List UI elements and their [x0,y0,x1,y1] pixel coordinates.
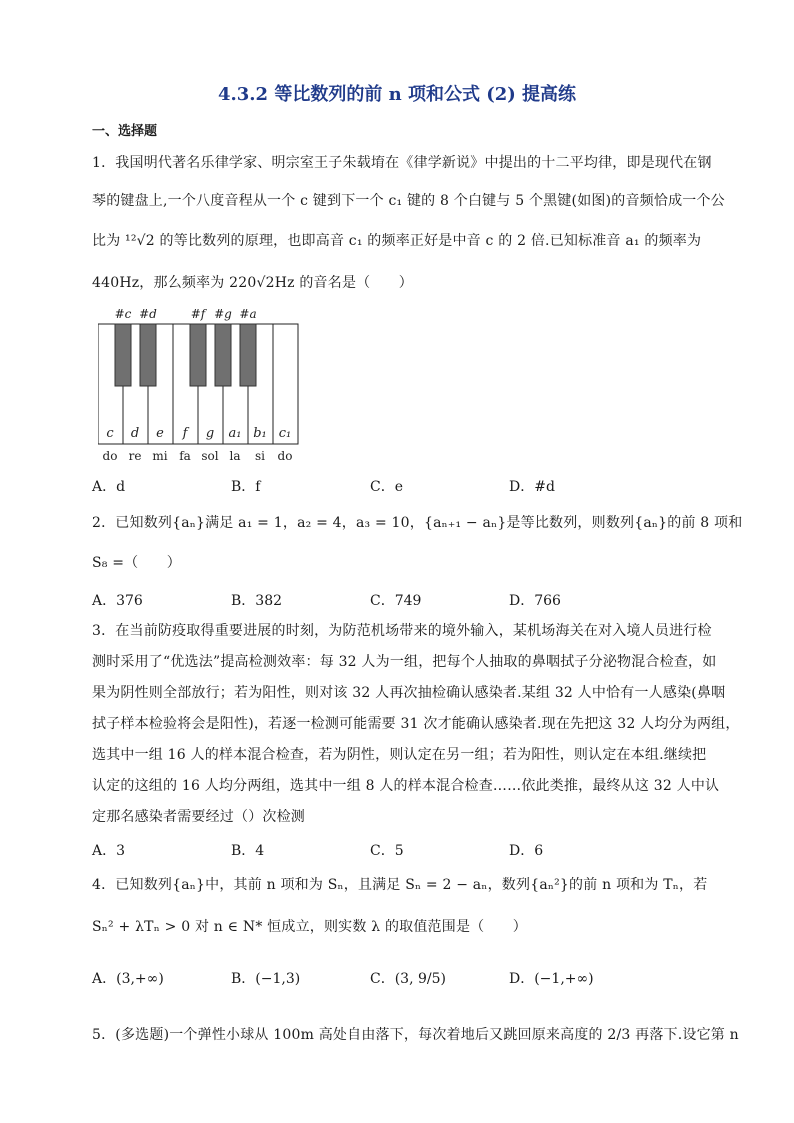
q2-line-2: S₈ =（ ） [92,555,181,571]
q3-option-a[interactable]: A．3 [92,843,126,859]
black-key-fsharp [190,324,206,386]
sharp-label: #d [139,307,157,321]
q3-line-3: 果为阴性则全部放行；若为阳性，则对该 32 人再次抽检确认感染者.某组 32 人中恰有一人感染(鼻咽 [92,685,726,701]
q1-line-2: 琴的键盘上,一个八度音程从一个 c 键到下一个 c₁ 键的 8 个白键与 5 个黑键(如图)的音频恰成一个公 [92,193,725,209]
q1-option-b[interactable]: B．f [231,479,261,495]
solfege-label: si [255,449,265,463]
sharp-label: #f [190,307,206,321]
q2-option-b[interactable]: B．382 [231,593,283,609]
q3-line-6: 认定的这组的 16 人均分两组，选其中一组 8 人的样本混合检查……依此类推，最终从这 32 人中认 [92,778,720,794]
key-letter: g [205,426,215,441]
solfege-label: sol [201,449,219,463]
black-key-csharp [115,324,131,386]
solfege-label: la [229,449,241,463]
q1-line-3: 比为 ¹²√2 的等比数列的原理，也即高音 c₁ 的频率正好是中音 c 的 2 倍.已知标准音 a₁ 的频率为 [92,233,702,249]
key-letter: c [106,426,114,441]
q2-option-a[interactable]: A．376 [92,593,143,609]
q2-line-1: 2．已知数列{aₙ}满足 a₁ = 1，a₂ = 4，a₃ = 10，{aₙ₊₁ − aₙ}是等比数列，则数列{aₙ}的前 8 项和 [92,515,743,531]
black-key-gsharp [215,324,231,386]
solfege-label: mi [152,449,168,463]
q3-line-4: 拭子样本检验将会是阳性)，若逐一检测可能需要 31 次才能确认感染者.现在先把这 32 人均分为两组， [92,716,740,732]
solfege-label: do [277,449,293,463]
black-key-dsharp [140,324,156,386]
key-letter: a₁ [228,426,242,441]
q4-option-c[interactable]: C．(3, 9/5) [370,971,446,987]
black-key-asharp [240,324,256,386]
key-letter: d [130,426,140,441]
sharp-label: #c [114,307,132,321]
q1-line-4: 440Hz，那么频率为 220√2Hz 的音名是（ ） [92,275,413,291]
page-title: 4.3.2 等比数列的前 n 项和公式 (2) 提高练 [217,84,577,105]
key-letter: e [156,426,164,441]
q3-option-d[interactable]: D．6 [509,843,544,859]
key-letter: f [182,426,188,441]
key-letter: c₁ [278,426,292,441]
q4-line-2: Sₙ² + λTₙ > 0 对 n ∈ N* 恒成立，则实数 λ 的取值范围是（ ） [92,919,527,935]
q2-option-d[interactable]: D．766 [509,593,561,609]
q3-line-2: 测时采用了“优选法”提高检测效率：每 32 人为一组，把每个人抽取的鼻咽拭子分泌物混合检查，如 [92,654,717,670]
q1-option-c[interactable]: C．e [370,479,403,495]
solfege-label: fa [179,449,191,463]
q3-line-5: 选其中一组 16 人的样本混合检查，若为阴性，则认定在另一组；若为阳性，则认定在本组.继续把 [92,747,707,763]
q4-option-a[interactable]: A．(3,+∞) [92,971,164,987]
section-heading: 一、选择题 [92,124,158,139]
q1-option-a[interactable]: A．d [92,479,126,495]
key-letter: b₁ [253,426,267,441]
solfege-label: re [128,449,142,463]
q1-line-1: 1．我国明代著名乐律学家、明宗室王子朱载堉在《律学新说》中提出的十二平均律，即是现代在钢 [92,155,712,171]
q3-line-1: 3．在当前防疫取得重要进展的时刻，为防范机场带来的境外输入，某机场海关在对入境人员进行检 [92,623,712,639]
q5-line-1: 5．(多选题)一个弹性小球从 100m 高处自由落下，每次着地后又跳回原来高度的 2/3 再落下.设它第 n [92,1027,739,1043]
sharp-label: #a [239,307,257,321]
q3-option-c[interactable]: C．5 [370,843,404,859]
q4-option-b[interactable]: B．(−1,3) [231,971,301,987]
q2-option-c[interactable]: C．749 [370,593,422,609]
solfege-label: do [102,449,118,463]
sharp-label: #g [214,307,232,321]
q1-option-d[interactable]: D．#d [509,479,555,495]
q3-option-b[interactable]: B．4 [231,843,265,859]
piano-keyboard-figure [98,300,308,468]
q4-line-1: 4．已知数列{aₙ}中，其前 n 项和为 Sₙ，且满足 Sₙ = 2 − aₙ，数列{aₙ²}的前 n 项和为 Tₙ，若 [92,877,708,893]
q4-option-d[interactable]: D．(−1,+∞) [509,971,594,987]
q3-line-7: 定那名感染者需要经过（）次检测 [92,809,305,825]
